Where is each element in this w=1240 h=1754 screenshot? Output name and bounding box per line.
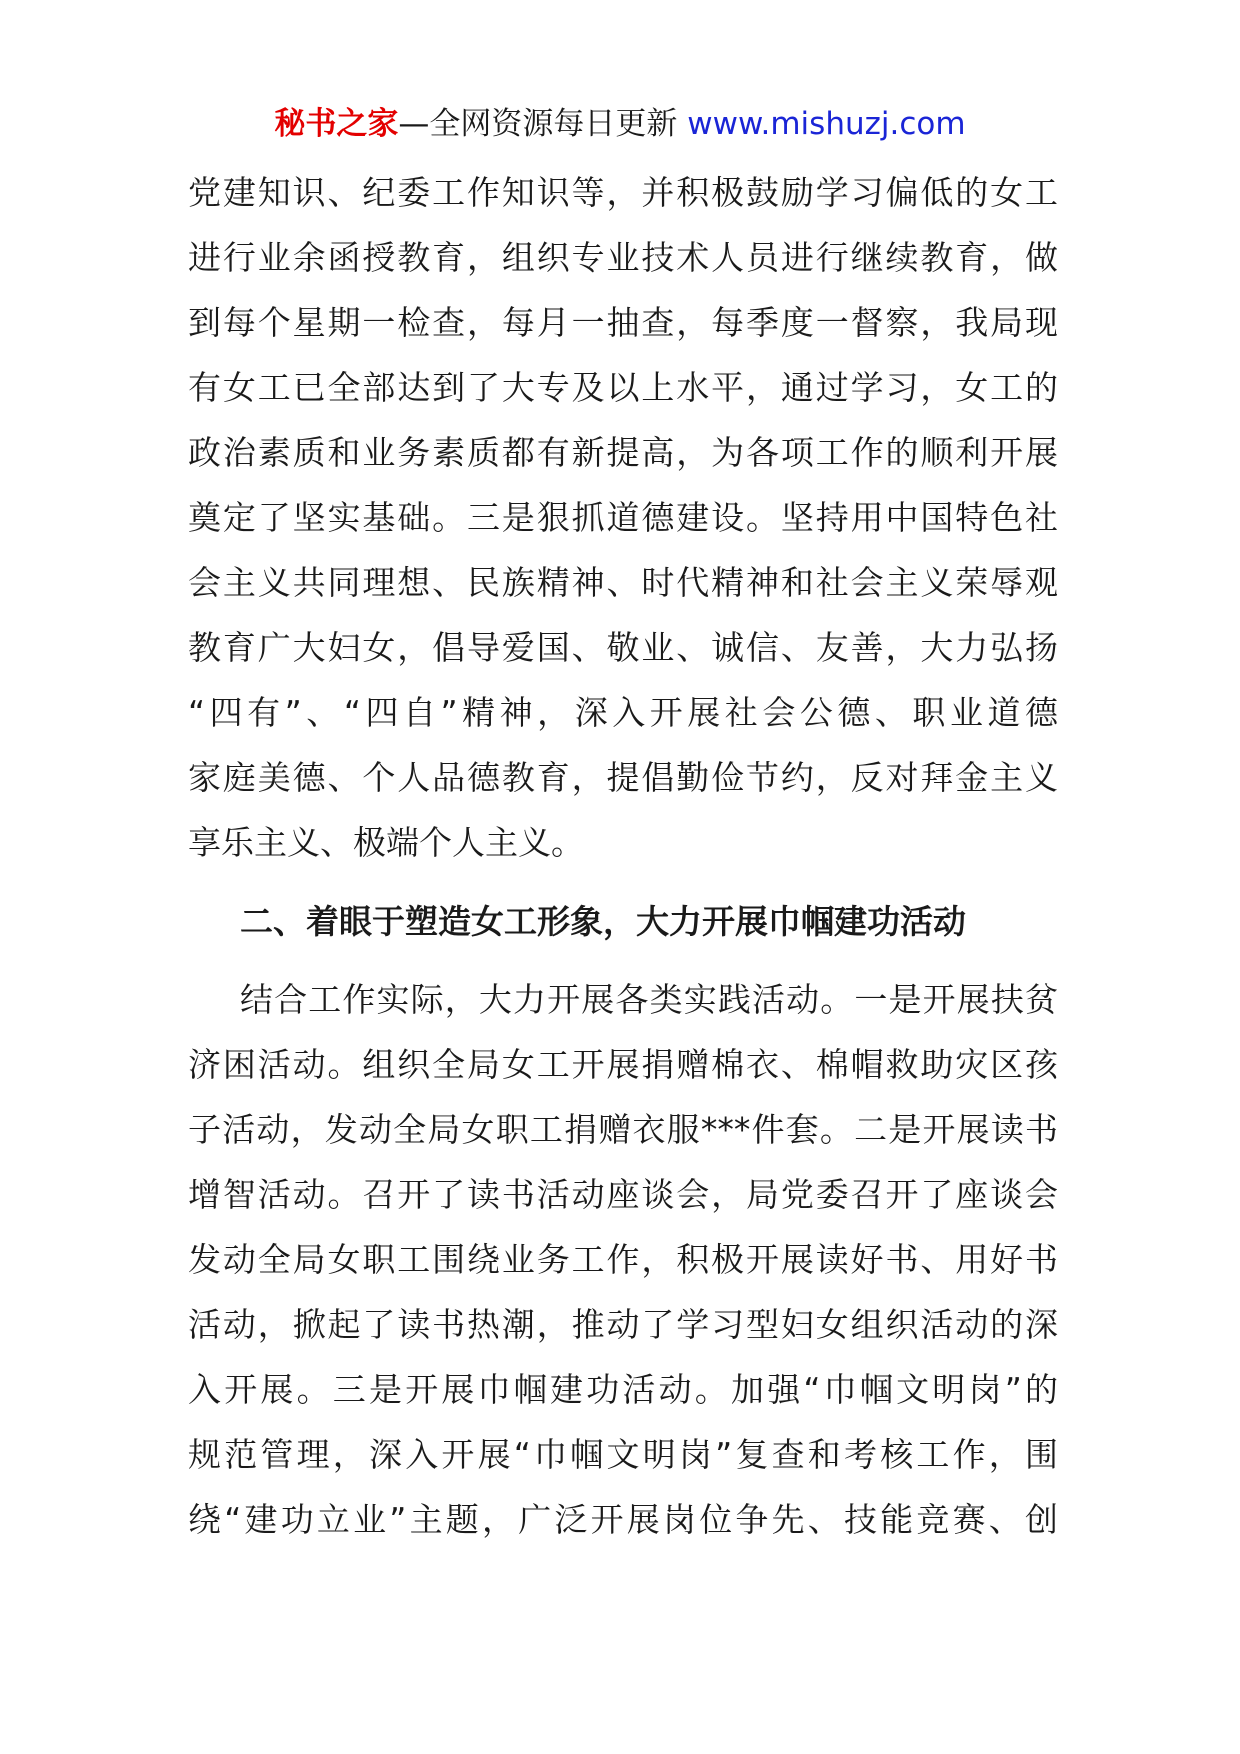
text-line: 奠定了坚实基础。三是狠抓道德建设。坚持用中国特色社 xyxy=(188,498,1058,537)
text-line: 活动，掀起了读书热潮，推动了学习型妇女组织活动的深 xyxy=(188,1305,1058,1344)
site-brand: 秘书之家 xyxy=(274,106,399,142)
section-heading: 二、着眼于塑造女工形象，大力开展巾帼建功活动 xyxy=(240,902,966,941)
paragraph-2 xyxy=(188,967,1058,1552)
text-line: 到每个星期一检查，每月一抽查，每季度一督察，我局现 xyxy=(188,303,1058,342)
text-line: 规范管理，深入开展“巾帼文明岗”复查和考核工作，围 xyxy=(188,1435,1058,1474)
text-line: 入开展。三是开展巾帼建功活动。加强“巾帼文明岗”的 xyxy=(188,1370,1058,1409)
site-header xyxy=(0,102,1240,146)
text-line: “四有”、“四自”精神，深入开展社会公德、职业道德 xyxy=(188,693,1058,732)
text-line: 家庭美德、个人品德教育，提倡勤俭节约，反对拜金主义 xyxy=(188,758,1058,797)
text-line: 教育广大妇女，倡导爱国、敬业、诚信、友善，大力弘扬 xyxy=(188,628,1058,667)
text-line: 发动全局女职工围绕业务工作，积极开展读好书、用好书 xyxy=(188,1240,1058,1279)
site-slogan: —全网资源每日更新 xyxy=(398,106,688,142)
text-line: 党建知识、纪委工作知识等，并积极鼓励学习偏低的女工 xyxy=(188,173,1058,212)
text-line: 有女工已全部达到了大专及以上水平，通过学习，女工的 xyxy=(188,368,1058,407)
document-body xyxy=(188,160,1058,1552)
paragraph-1 xyxy=(188,160,1058,875)
text-line: 济困活动。组织全局女工开展捐赠棉衣、棉帽救助灾区孩 xyxy=(188,1045,1058,1084)
text-line: 享乐主义、极端个人主义。 xyxy=(188,823,584,862)
text-line: 增智活动。召开了读书活动座谈会，局党委召开了座谈会 xyxy=(188,1175,1058,1214)
site-url-link[interactable]: www.mishuzj.com xyxy=(687,106,966,142)
text-line: 会主义共同理想、民族精神、时代精神和社会主义荣辱观 xyxy=(188,563,1058,602)
text-line: 进行业余函授教育，组织专业技术人员进行继续教育，做 xyxy=(188,238,1058,277)
text-line: 子活动，发动全局女职工捐赠衣服***件套。二是开展读书 xyxy=(188,1110,1058,1149)
text-line: 结合工作实际，大力开展各类实践活动。一是开展扶贫 xyxy=(240,980,1058,1019)
text-line: 政治素质和业务素质都有新提高，为各项工作的顺利开展 xyxy=(188,433,1058,472)
text-line: 绕“建功立业”主题，广泛开展岗位争先、技能竞赛、创 xyxy=(188,1500,1058,1539)
